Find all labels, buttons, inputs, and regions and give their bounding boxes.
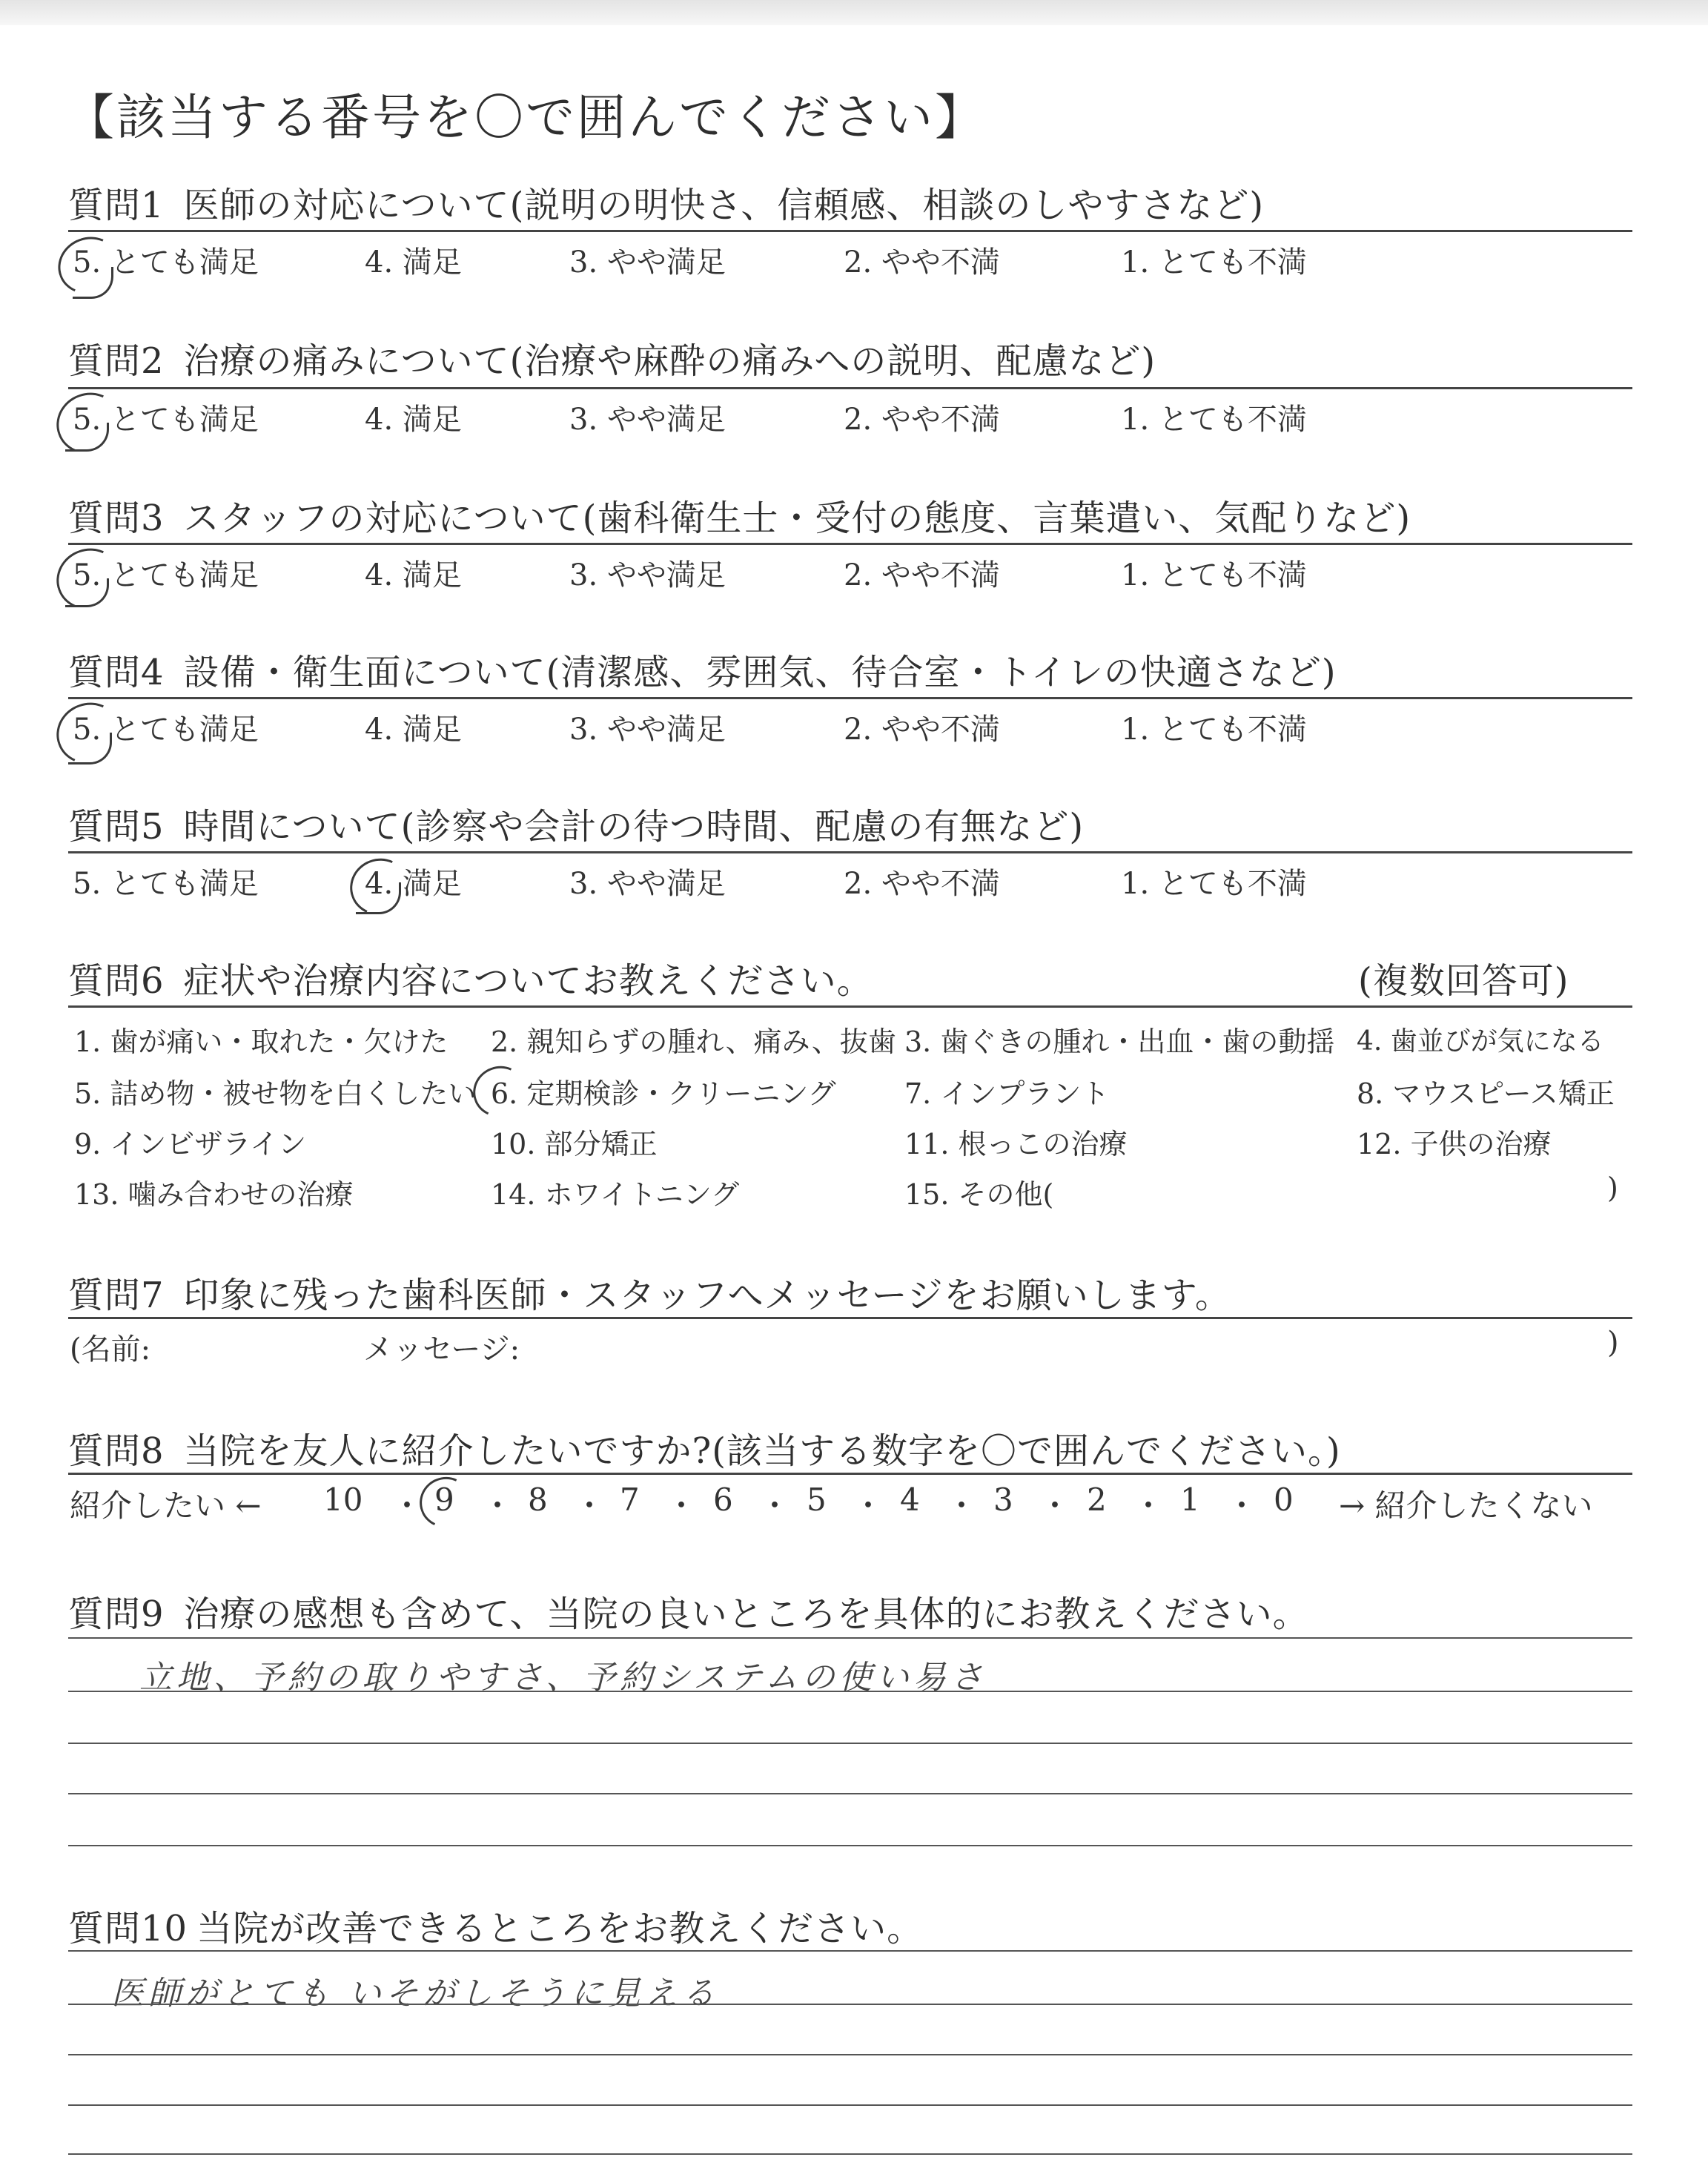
question-number: 質問8 xyxy=(68,1430,165,1472)
question-number: 質問6 xyxy=(68,960,165,1002)
scale-8[interactable]: 8 xyxy=(528,1482,548,1518)
question-number: 質問10 xyxy=(68,1908,188,1949)
symptom-option[interactable]: 10. 部分矯正 xyxy=(491,1128,658,1160)
divider xyxy=(68,230,1632,232)
question-6 xyxy=(68,952,873,1003)
scale-dot: ・ xyxy=(1133,1487,1165,1524)
handwritten-answer: 立地、予約の取りやすさ、予約システムの使い易さ xyxy=(139,1659,987,1697)
option-1[interactable]: 1. とても不満 xyxy=(1121,558,1307,592)
option-5[interactable]: 5. とても満足 xyxy=(73,867,259,901)
divider xyxy=(68,387,1632,389)
symptom-option[interactable]: 8. マウスピース矯正 xyxy=(1357,1077,1615,1110)
option-2[interactable]: 2. やや不満 xyxy=(844,403,1000,437)
divider xyxy=(68,697,1632,699)
question-number: 質問7 xyxy=(68,1275,165,1316)
question-text: 設備・衛生面について(清潔感、雰囲気、待合室・トイレの快適さなど) xyxy=(183,652,1337,693)
question-text: 時間について(診察や会計の待つ時間、配慮の有無など) xyxy=(183,806,1085,848)
option-1[interactable]: 1. とても不満 xyxy=(1121,403,1307,437)
question-number: 質問3 xyxy=(68,498,165,539)
answer-line xyxy=(68,1743,1632,1744)
answer-line xyxy=(68,1691,1632,1692)
symptom-option[interactable]: 11. 根っこの治療 xyxy=(904,1128,1128,1160)
answer-line xyxy=(68,2054,1632,2055)
option-2[interactable]: 2. やや不満 xyxy=(844,713,1000,747)
scale-dot: ・ xyxy=(759,1487,791,1524)
recommend-right-label: → 紹介したくない xyxy=(1339,1487,1593,1524)
question-text: 症状や治療内容についてお教えください。 xyxy=(183,960,873,1002)
scale-3[interactable]: 3 xyxy=(993,1482,1013,1518)
recommend-left-label: 紹介したい ← xyxy=(70,1487,262,1524)
question-text: 治療の感想も含めて、当院の良いところを具体的にお教えください。 xyxy=(183,1593,1309,1635)
scale-dot: ・ xyxy=(1039,1487,1071,1524)
option-4[interactable]: 4. 満足 xyxy=(365,713,462,747)
question-9 xyxy=(68,1585,1309,1636)
message-close-paren: ) xyxy=(1607,1326,1619,1360)
symptom-option[interactable]: 5. 詰め物・被せ物を白くしたい xyxy=(74,1077,477,1110)
question-10 xyxy=(68,1900,923,1951)
option-1[interactable]: 1. とても不満 xyxy=(1121,713,1307,747)
question-text: スタッフの対応について(歯科衛生士・受付の態度、言葉遣い、気配りなど) xyxy=(183,498,1411,539)
selection-circle xyxy=(466,1059,534,1125)
symptom-option[interactable]: 4. 歯並びが気になる xyxy=(1357,1026,1604,1057)
scale-7[interactable]: 7 xyxy=(620,1482,640,1518)
option-1[interactable]: 1. とても不満 xyxy=(1121,245,1307,280)
scale-2[interactable]: 2 xyxy=(1087,1482,1107,1518)
option-3[interactable]: 3. やや満足 xyxy=(569,713,726,747)
selection-circle-tail xyxy=(73,267,113,299)
scale-0[interactable]: 0 xyxy=(1274,1482,1294,1518)
answer-line xyxy=(68,1637,1632,1639)
multiple-answers-note: (複数回答可) xyxy=(1358,960,1569,1002)
question-1 xyxy=(68,176,1264,228)
option-1[interactable]: 1. とても不満 xyxy=(1121,867,1307,901)
option-2[interactable]: 2. やや不満 xyxy=(844,558,1000,592)
scale-dot: ・ xyxy=(1226,1487,1258,1524)
question-7 xyxy=(68,1266,1231,1318)
option-3[interactable]: 3. やや満足 xyxy=(569,403,726,437)
question-3 xyxy=(68,489,1411,541)
option-4[interactable]: 4. 満足 xyxy=(365,558,462,592)
answer-line xyxy=(68,2104,1632,2106)
answer-line xyxy=(68,2153,1632,2155)
other-close-paren: ) xyxy=(1607,1172,1618,1204)
divider xyxy=(68,851,1632,853)
option-4[interactable]: 4. 満足 xyxy=(365,867,462,901)
option-5[interactable]: 5. とても満足 xyxy=(73,403,259,437)
scale-6[interactable]: 6 xyxy=(713,1482,733,1518)
question-text: 印象に残った歯科医師・スタッフへメッセージをお願いします。 xyxy=(183,1275,1231,1316)
page-header: 【該当する番号を〇で囲んでください】 xyxy=(65,89,986,146)
divider xyxy=(68,1473,1632,1475)
symptom-option[interactable]: 2. 親知らずの腫れ、痛み、抜歯 xyxy=(491,1025,896,1058)
option-5[interactable]: 5. とても満足 xyxy=(73,713,259,747)
option-2[interactable]: 2. やや不満 xyxy=(844,245,1000,280)
option-4[interactable]: 4. 満足 xyxy=(365,403,462,437)
divider xyxy=(68,543,1632,545)
option-3[interactable]: 3. やや満足 xyxy=(569,558,726,592)
question-4 xyxy=(68,644,1337,695)
question-number: 質問5 xyxy=(68,806,165,848)
scale-1[interactable]: 1 xyxy=(1180,1482,1200,1518)
scale-10[interactable]: 10 xyxy=(323,1482,363,1518)
question-text: 当院を友人に紹介したいですか?(該当する数字を〇で囲んでください。) xyxy=(183,1430,1341,1472)
symptom-option[interactable]: 9. インビザライン xyxy=(74,1128,307,1160)
scale-dot: ・ xyxy=(666,1487,698,1524)
question-text: 当院が改善できるところをお教えください。 xyxy=(196,1908,924,1949)
scale-9[interactable]: 9 xyxy=(434,1482,454,1518)
question-number: 質問4 xyxy=(68,652,165,693)
symptom-option-other[interactable]: 15. その他( xyxy=(904,1178,1054,1211)
option-2[interactable]: 2. やや不満 xyxy=(844,867,1000,901)
answer-line xyxy=(68,2004,1632,2005)
scale-4[interactable]: 4 xyxy=(900,1482,920,1518)
symptom-option[interactable]: 14. ホワイトニング xyxy=(491,1178,740,1211)
symptom-option[interactable]: 6. 定期検診・クリーニング xyxy=(491,1077,836,1110)
symptom-option[interactable]: 1. 歯が痛い・取れた・欠けた xyxy=(74,1025,448,1058)
question-text: 医師の対応について(説明の明快さ、信頼感、相談のしやすさなど) xyxy=(183,185,1265,226)
option-5[interactable]: 5. とても満足 xyxy=(73,245,259,280)
selection-circle-tail xyxy=(68,733,112,764)
scale-dot: ・ xyxy=(574,1487,606,1524)
option-4[interactable]: 4. 満足 xyxy=(365,245,462,280)
symptom-option[interactable]: 7. インプラント xyxy=(904,1077,1110,1110)
name-label: (名前: xyxy=(70,1332,151,1367)
question-number: 質問2 xyxy=(68,340,165,382)
symptom-option[interactable]: 3. 歯ぐきの腫れ・出血・歯の動揺 xyxy=(904,1025,1335,1058)
question-5 xyxy=(68,798,1084,849)
scale-dot: ・ xyxy=(946,1487,978,1524)
option-3[interactable]: 3. やや満足 xyxy=(569,245,726,280)
question-2 xyxy=(68,332,1156,383)
scale-5[interactable]: 5 xyxy=(807,1482,827,1518)
symptom-option[interactable]: 13. 噛み合わせの治療 xyxy=(74,1178,354,1211)
divider xyxy=(68,1005,1632,1008)
option-3[interactable]: 3. やや満足 xyxy=(569,867,726,901)
scale-dot: ・ xyxy=(391,1487,423,1524)
answer-line xyxy=(68,1793,1632,1794)
answer-line xyxy=(68,1845,1632,1846)
message-label: メッセージ: xyxy=(363,1332,520,1367)
answer-line xyxy=(68,1950,1632,1952)
symptom-option[interactable]: 12. 子供の治療 xyxy=(1357,1128,1552,1160)
question-number: 質問1 xyxy=(68,185,165,226)
scale-dot: ・ xyxy=(482,1487,514,1524)
question-text: 治療の痛みについて(治療や麻酔の痛みへの説明、配慮など) xyxy=(183,340,1156,382)
handwritten-answer: 医師がとても いそがしそうに見える xyxy=(111,1975,719,2012)
option-5[interactable]: 5. とても満足 xyxy=(73,558,259,592)
question-8 xyxy=(68,1422,1341,1473)
divider xyxy=(68,1317,1632,1319)
question-number: 質問9 xyxy=(68,1593,165,1635)
scale-dot: ・ xyxy=(853,1487,884,1524)
